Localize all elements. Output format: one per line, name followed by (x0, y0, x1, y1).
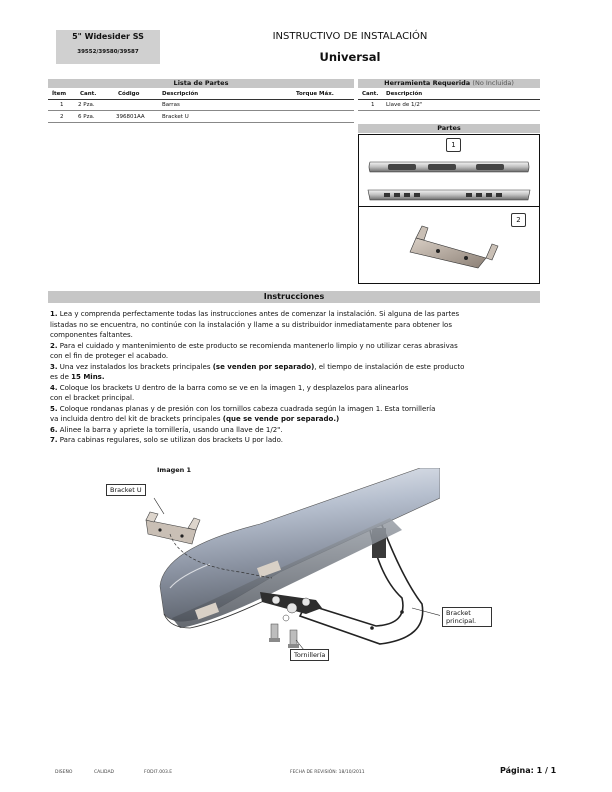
instruction-line (50, 320, 550, 331)
parts-row-1-desc: Barras (162, 102, 180, 108)
instructions-header: Instrucciones (48, 291, 540, 303)
model-codes: 39552/39580/39587 (77, 49, 139, 55)
instruction-text: Coloque rondanas planas y de presión con los tornillos cabeza cuadrada según la imagen 1. Esta tornillería (57, 404, 436, 413)
instruction-line (50, 309, 550, 320)
instruction-text: Una vez instalados los brackets principales (57, 362, 213, 371)
callout-main-bracket (442, 607, 492, 627)
parts-list-header: Lista de Partes (48, 79, 354, 88)
col-code: Código (118, 91, 140, 97)
col-torque: Torque Máx. (296, 91, 334, 97)
footer-revision-date: FECHA DE REVISIÓN: 18/10/2011 (290, 770, 365, 775)
divider (48, 122, 354, 123)
instruction-bold-text: 2. (50, 341, 58, 350)
instruction-text: con el fin de proteger el acabado. (50, 352, 169, 360)
figure-u-bracket-drawing (146, 512, 200, 544)
tools-row-qty: 1 (371, 102, 375, 108)
instruction-text: , el tiempo de instalación de este producto (314, 362, 465, 371)
instruction-line (50, 362, 550, 373)
col-desc: Descripción (162, 91, 199, 97)
instruction-text: Para cabinas regulares, solo se utilizan dos brackets U por lado. (57, 436, 283, 444)
instructions-body (50, 309, 550, 446)
instruction-bold-text: 7. (50, 436, 58, 444)
part-2-label: 2 (511, 213, 526, 227)
instruction-bold-text: 6. (50, 425, 58, 434)
tools-col-desc: Descripción (386, 91, 423, 97)
instruction-line (50, 351, 550, 362)
instruction-line (50, 341, 550, 352)
figure-title: Imagen 1 (157, 466, 192, 474)
part-1-label: 1 (446, 138, 461, 152)
bar-bottom-drawing (368, 190, 530, 200)
instruction-text: va incluida dentro del kit de brackets principales (50, 415, 223, 423)
tools-header (358, 79, 540, 88)
callout-main-bracket-line-1: Bracket (446, 609, 471, 617)
document-title: INSTRUCTIVO DE INSTALACIÓN (272, 31, 428, 42)
divider (48, 110, 354, 111)
parts-row-2-item: 2 (60, 114, 64, 120)
leader-line (154, 498, 164, 514)
page-number: Página: 1 / 1 (500, 766, 557, 775)
instruction-bold-text: 3. (50, 362, 58, 371)
document-subtitle: Universal (319, 50, 381, 64)
col-item: Ítem (52, 91, 67, 97)
installation-figure (140, 468, 440, 664)
tools-note: (No Incluida) (472, 79, 514, 87)
instruction-bold-text: 15 Mins. (71, 373, 105, 381)
instruction-bold-text: 4. (50, 383, 58, 392)
instruction-text: con el bracket principal. (50, 394, 135, 402)
footer-form-code: FODI7.003.E (144, 770, 173, 775)
instruction-text: Alinee la barra y apriete la tornillería, usando una llave de 1/2". (57, 425, 283, 434)
parts-drawings (358, 134, 540, 284)
instruction-line (50, 393, 550, 404)
u-bracket-drawing (410, 226, 498, 268)
callout-bracket-u: Bracket U (106, 484, 146, 496)
parts-row-1-item: 1 (60, 102, 64, 108)
instruction-line (50, 383, 550, 394)
instruction-bold-text: 5. (50, 404, 58, 413)
footer-quality: CALIDAD (94, 770, 114, 775)
divider (358, 110, 540, 111)
instruction-text: es de (50, 373, 72, 381)
instruction-line (50, 425, 550, 436)
parts-row-2-qty: 6 Pza. (78, 114, 95, 120)
parts-header: Partes (358, 124, 540, 133)
model-name: 5" Widesider SS (72, 32, 144, 41)
instruction-text: listadas no se encuentra, no continúe con la instalación y llame a su distribuidor inmediatamente para obtener los (50, 320, 452, 329)
instruction-line (50, 330, 550, 341)
instruction-text: componentes faltantes. (50, 331, 133, 339)
instruction-bold-text: (que se vende por separado.) (222, 415, 340, 423)
parts-row-2-desc: Bracket U (162, 114, 189, 120)
instruction-line (50, 435, 550, 446)
bar-top-drawing (369, 162, 529, 172)
parts-row-2-code: 396801AA (116, 114, 145, 120)
instruction-text: Para el cuidado y mantenimiento de este producto se recomienda mantenerlo limpio y no utilizar ceras abrasivas (57, 341, 458, 350)
tools-row-desc: Llave de 1/2" (386, 102, 423, 108)
instruction-bold-text: (se venden por separado) (212, 362, 315, 371)
instruction-text: Lea y comprenda perfectamente todas las instrucciones antes de comenzar la instalación. Si alguna de las partes (57, 310, 460, 318)
parts-row-1-qty: 2 Pza. (78, 102, 95, 108)
instruction-line (50, 414, 550, 425)
footer-design: DISEÑO (55, 770, 73, 775)
instruction-bold-text: 1. (50, 310, 58, 318)
divider (358, 99, 540, 100)
instruction-line (50, 404, 550, 415)
tools-title: Herramienta Requerida (384, 79, 471, 87)
callout-screws: Tornillería (290, 649, 329, 661)
instruction-text: Coloque los brackets U dentro de la barra como se ve en la imagen 1, y desplazelos para alinearlos (57, 383, 409, 392)
callout-main-bracket-line-2: principal. (446, 617, 477, 625)
instruction-line (50, 372, 550, 383)
tools-col-qty: Cant. (362, 91, 379, 97)
divider (48, 99, 354, 100)
col-qty: Cant. (80, 91, 97, 97)
